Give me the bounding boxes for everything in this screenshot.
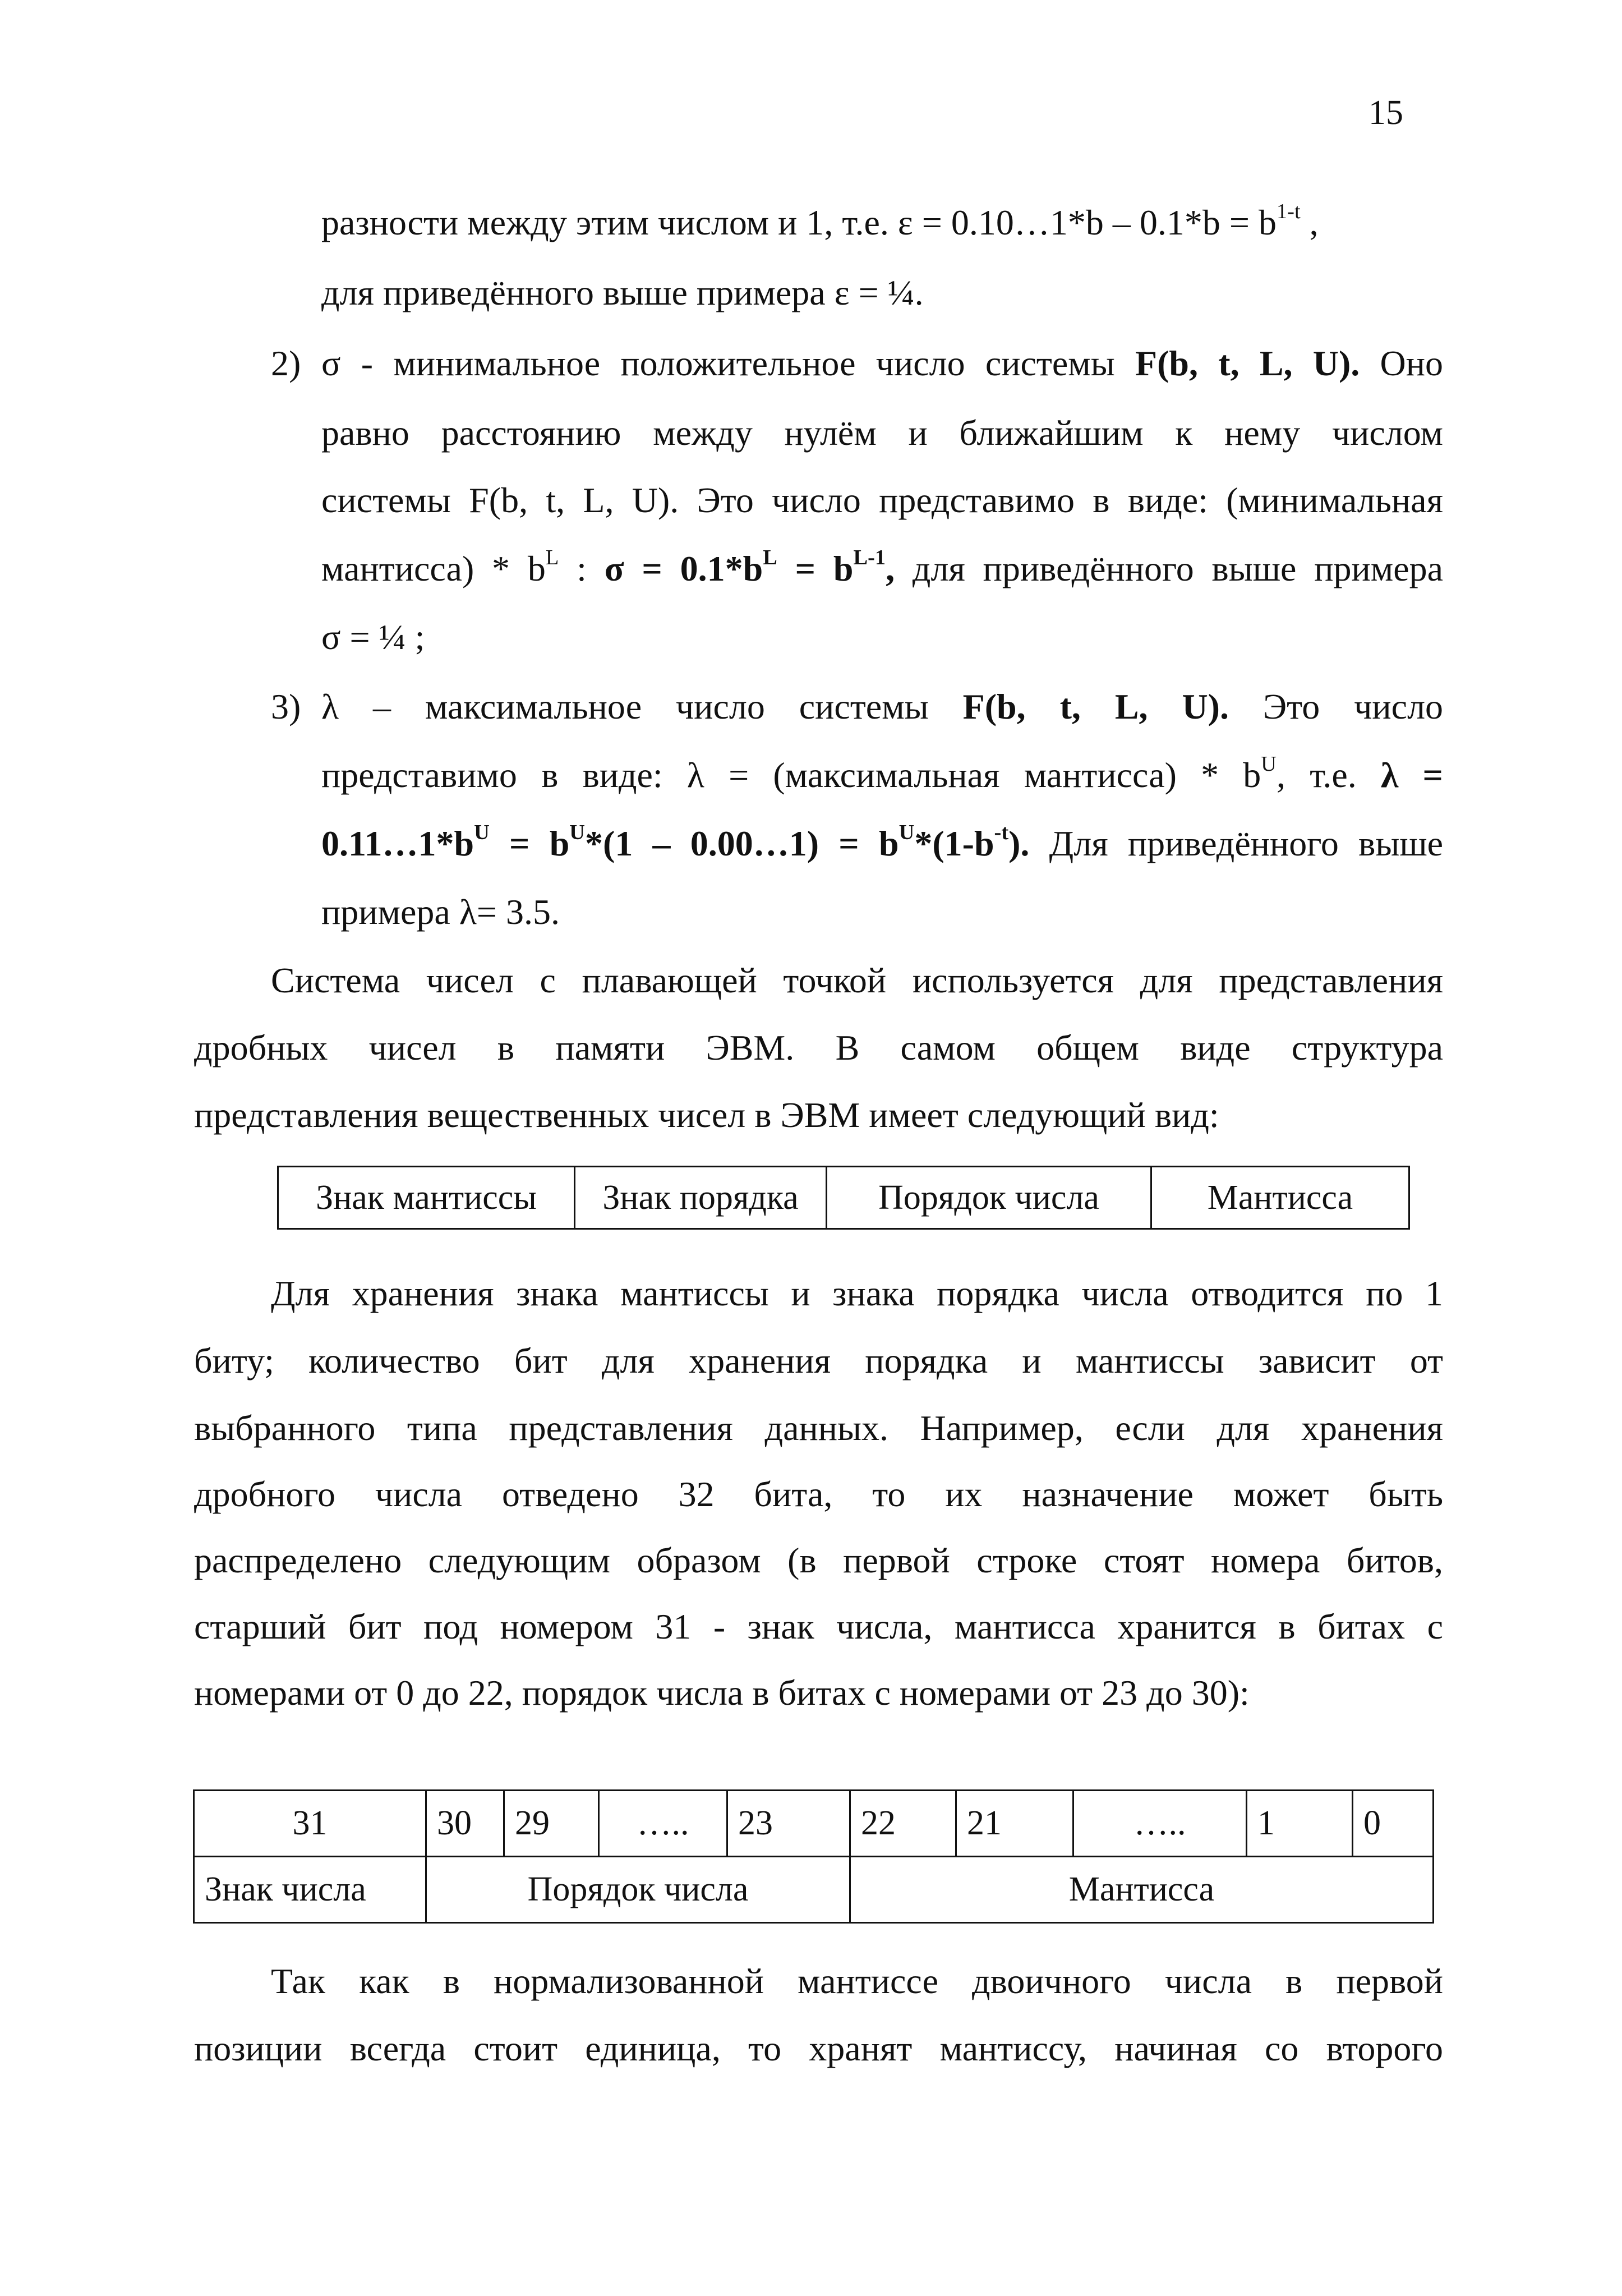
bit-cell: 22 [850,1791,956,1857]
bit-cell: 31 [194,1791,426,1857]
formula-part: σ = 0.1*b [604,549,763,588]
mantissa-cell: Мантисса [850,1857,1434,1923]
exponent-sup: U [474,821,490,845]
bit-cell: ….. [599,1791,727,1857]
para1-line1: Система чисел с плавающей точкой используется для представления [271,960,1443,1000]
item3-bold: F(b, t, L, U). [962,687,1229,726]
number-structure-table [277,1166,1410,1230]
bit-cell: 29 [504,1791,599,1857]
para2-line6: старший бит под номером 31 - знак числа, мантисса хранится в битах с [194,1607,1443,1646]
exponent-sup: L [545,546,559,570]
item3-text-end: Это число [1228,687,1444,726]
item2-line5: σ = ¼ ; [321,617,425,657]
para2-line3: выбранного типа представления данных. Например, если для хранения [194,1408,1443,1448]
formula-bold [321,823,1029,863]
item3-line1 [321,689,1443,725]
table-row [278,1167,1409,1229]
exponent-sup: U [1261,752,1277,776]
text: для приведённого выше примера [895,549,1444,588]
table-cell: Знак порядка [575,1167,827,1229]
table-cell: Знак мантиссы [278,1167,575,1229]
exponent-sup: U [569,821,586,845]
table-row-fields [194,1857,1434,1923]
exponent-sup: 1-t [1276,200,1301,224]
exponent-sup: L [763,546,777,570]
item3-line4: примера λ= 3.5. [321,892,560,932]
formula-bold [604,546,895,588]
item2-line4 [321,546,1444,588]
text: : [559,549,605,588]
table-cell: Мантисса [1151,1167,1409,1229]
item2-text: σ - минимальное положительное число системы [321,343,1136,383]
item3-line2 [321,752,1443,795]
item2-bold: F(b, t, L, U). [1135,343,1360,383]
para1-line2: дробных чисел в памяти ЭВМ. В самом общем виде структура [194,1028,1443,1068]
item2-text-end: Оно [1360,343,1444,383]
item2-line2: равно расстоянию между нулём и ближайшим к нему числом [321,413,1443,453]
item2-marker: 2) [271,343,301,383]
formula-part: *(1 – 0.00…1) = b [585,823,899,863]
item3-text: λ – максимальное число системы [321,687,963,726]
para2-line5: распределено следующим образом (в первой строке стоят номера битов, [194,1540,1443,1580]
para3-line1: Так как в нормализованной мантиссе двоичного числа в первой [271,1961,1443,2001]
formula-part: *(1-b [914,823,994,863]
exponent-sup: U [898,821,915,845]
para1-line3: представления вещественных чисел в ЭВМ имеет следующий вид: [194,1095,1219,1135]
formula-part: ). [1008,823,1030,863]
exponent-cell: Порядок числа [426,1857,850,1923]
bit-cell: 23 [727,1791,850,1857]
bit-cell: 1 [1247,1791,1353,1857]
formula-part: 0.11…1*b [321,823,474,863]
exponent-sup: -t [994,821,1009,845]
item3-marker: 3) [271,687,301,726]
para2-line7: номерами от 0 до 22, порядок числа в битах с номерами от 23 до 30): [194,1673,1250,1713]
item3-line3 [321,821,1444,863]
bit-cell: 21 [956,1791,1073,1857]
item1-line1 [321,200,1319,242]
table-row-bits [194,1791,1434,1857]
item1-text: разности между этим числом и 1, т.е. ε = 0.10…1*b – 0.1*b = b [321,203,1277,242]
text: мантисса) * b [321,549,546,588]
item2-line1 [321,343,1444,383]
bit-cell: ….. [1073,1791,1247,1857]
text: Для приведённого выше [1029,823,1444,863]
para2-line4: дробного числа отведено 32 бита, то их назначение может быть [194,1474,1443,1514]
table-cell: Порядок числа [827,1167,1151,1229]
item1-line2: для приведённого выше примера ε = ¼. [321,273,924,312]
formula-part: = b [489,823,570,863]
bit-cell: 0 [1353,1791,1434,1857]
para2-line1: Для хранения знака мантиссы и знака порядка числа отводится по 1 [271,1273,1443,1313]
page-number: 15 [1368,94,1403,132]
item2-line3: системы F(b, t, L, U). Это число представимо в виде: (минимальная [321,480,1443,520]
para3-line2: позиции всегда стоит единица, то хранят мантиссу, начиная со второго [194,2028,1443,2068]
text: , т.е. [1277,755,1381,795]
exponent-sup: L-1 [853,546,886,570]
item1-text-end: , [1300,203,1319,242]
bit-cell: 30 [426,1791,504,1857]
formula-bold: λ = [1380,755,1443,795]
text: представимо в виде: λ = (максимальная мантисса) * b [321,755,1261,795]
sign-cell: Знак числа [194,1857,426,1923]
bit-layout-table [193,1789,1434,1924]
formula-part: = b [777,549,854,588]
para2-line2: биту; количество бит для хранения порядка и мантиссы зависит от [194,1341,1443,1381]
formula-part: , [886,549,895,588]
